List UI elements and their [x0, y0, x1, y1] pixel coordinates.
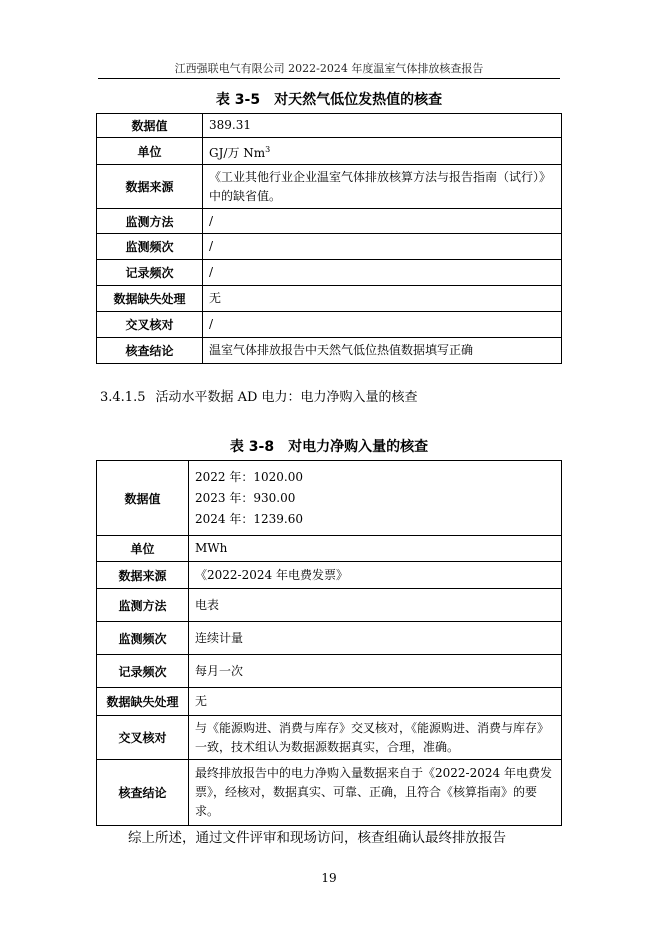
- table-row: [97, 461, 562, 536]
- table1-low-heat-value: [96, 113, 562, 364]
- table1-caption-number: 表 3-5: [215, 92, 261, 108]
- data-line-2024: 2024 年：1239.60: [195, 511, 303, 526]
- row-value: MWh: [189, 536, 562, 562]
- data-line-2022: 2022 年：1020.00: [195, 469, 303, 484]
- row-value: 每月一次: [189, 655, 562, 688]
- table-row: [97, 716, 562, 760]
- table-row: [97, 209, 562, 234]
- row-value: 最终排放报告中的电力净购入量数据来自于《2022-2024 年电费发票》，经核对，数据真实、可靠、正确，且符合《核算指南》的要求。: [189, 760, 562, 826]
- section-title: 活动水平数据 AD 电力：电力净购入量的核查: [155, 390, 418, 405]
- table2-caption-title: 对电力净购入量的核查: [288, 439, 429, 455]
- unit-text: GJ/万 Nm: [209, 145, 266, 160]
- table-row: [97, 760, 562, 826]
- row-label: 数据值: [97, 461, 189, 536]
- row-value: 无: [189, 688, 562, 716]
- row-value: 电表: [189, 589, 562, 622]
- table-row: [97, 138, 562, 165]
- table-row: [97, 286, 562, 312]
- row-value: 温室气体排放报告中天然气低位热值数据填写正确: [203, 338, 562, 364]
- row-value: /: [203, 260, 562, 286]
- row-value: 无: [203, 286, 562, 312]
- row-value: /: [203, 312, 562, 338]
- row-value: [203, 138, 562, 165]
- row-label: 交叉核对: [97, 312, 203, 338]
- table-row: [97, 536, 562, 562]
- row-value: /: [203, 234, 562, 260]
- page-header: 江西强联电气有限公司 2022-2024 年度温室气体排放核查报告: [174, 62, 484, 75]
- row-label: 监测频次: [97, 234, 203, 260]
- section-heading: [100, 386, 418, 405]
- row-label: 数据缺失处理: [97, 688, 189, 716]
- row-label: 单位: [97, 536, 189, 562]
- table2-caption: [0, 436, 658, 456]
- row-label: 数据值: [97, 114, 203, 138]
- table-row: [97, 589, 562, 622]
- row-label: 数据缺失处理: [97, 286, 203, 312]
- unit-superscript: 3: [265, 144, 271, 154]
- row-value: 389.31: [203, 114, 562, 138]
- row-label: 交叉核对: [97, 716, 189, 760]
- row-value: 连续计量: [189, 622, 562, 655]
- table-row: [97, 338, 562, 364]
- header-divider: [98, 78, 560, 79]
- row-label: 监测方法: [97, 589, 189, 622]
- row-label: 监测频次: [97, 622, 189, 655]
- table1-caption: [0, 89, 658, 109]
- row-label: 数据来源: [97, 165, 203, 209]
- table-row: [97, 114, 562, 138]
- table2-caption-number: 表 3-8: [229, 439, 275, 455]
- row-value: [189, 461, 562, 536]
- row-label: 单位: [97, 138, 203, 165]
- row-label: 数据来源: [97, 562, 189, 589]
- row-label: 核查结论: [97, 760, 189, 826]
- row-value: 《2022-2024 年电费发票》: [189, 562, 562, 589]
- row-label: 记录频次: [97, 655, 189, 688]
- row-label: 核查结论: [97, 338, 203, 364]
- table-row: [97, 260, 562, 286]
- row-label: 监测方法: [97, 209, 203, 234]
- summary-paragraph: 综上所述，通过文件评审和现场访问，核查组确认最终排放报告: [128, 830, 506, 846]
- row-value: /: [203, 209, 562, 234]
- section-number: 3.4.1.5: [100, 390, 146, 405]
- table-row: [97, 234, 562, 260]
- table-row: [97, 655, 562, 688]
- table-row: [97, 562, 562, 589]
- table-row: [97, 165, 562, 209]
- table2-electricity-purchase: [96, 460, 562, 826]
- table1-caption-title: 对天然气低位发热值的核查: [274, 92, 443, 108]
- row-label: 记录频次: [97, 260, 203, 286]
- data-line-2023: 2023 年：930.00: [195, 490, 296, 505]
- row-value: 《工业其他行业企业温室气体排放核算方法与报告指南（试行）》中的缺省值。: [203, 165, 562, 209]
- page-number: 19: [321, 871, 337, 885]
- table-row: [97, 622, 562, 655]
- table-row: [97, 312, 562, 338]
- row-value: 与《能源购进、消费与库存》交叉核对，《能源购进、消费与库存》一致，技术组认为数据源数据真实，合理，准确。: [189, 716, 562, 760]
- table-row: [97, 688, 562, 716]
